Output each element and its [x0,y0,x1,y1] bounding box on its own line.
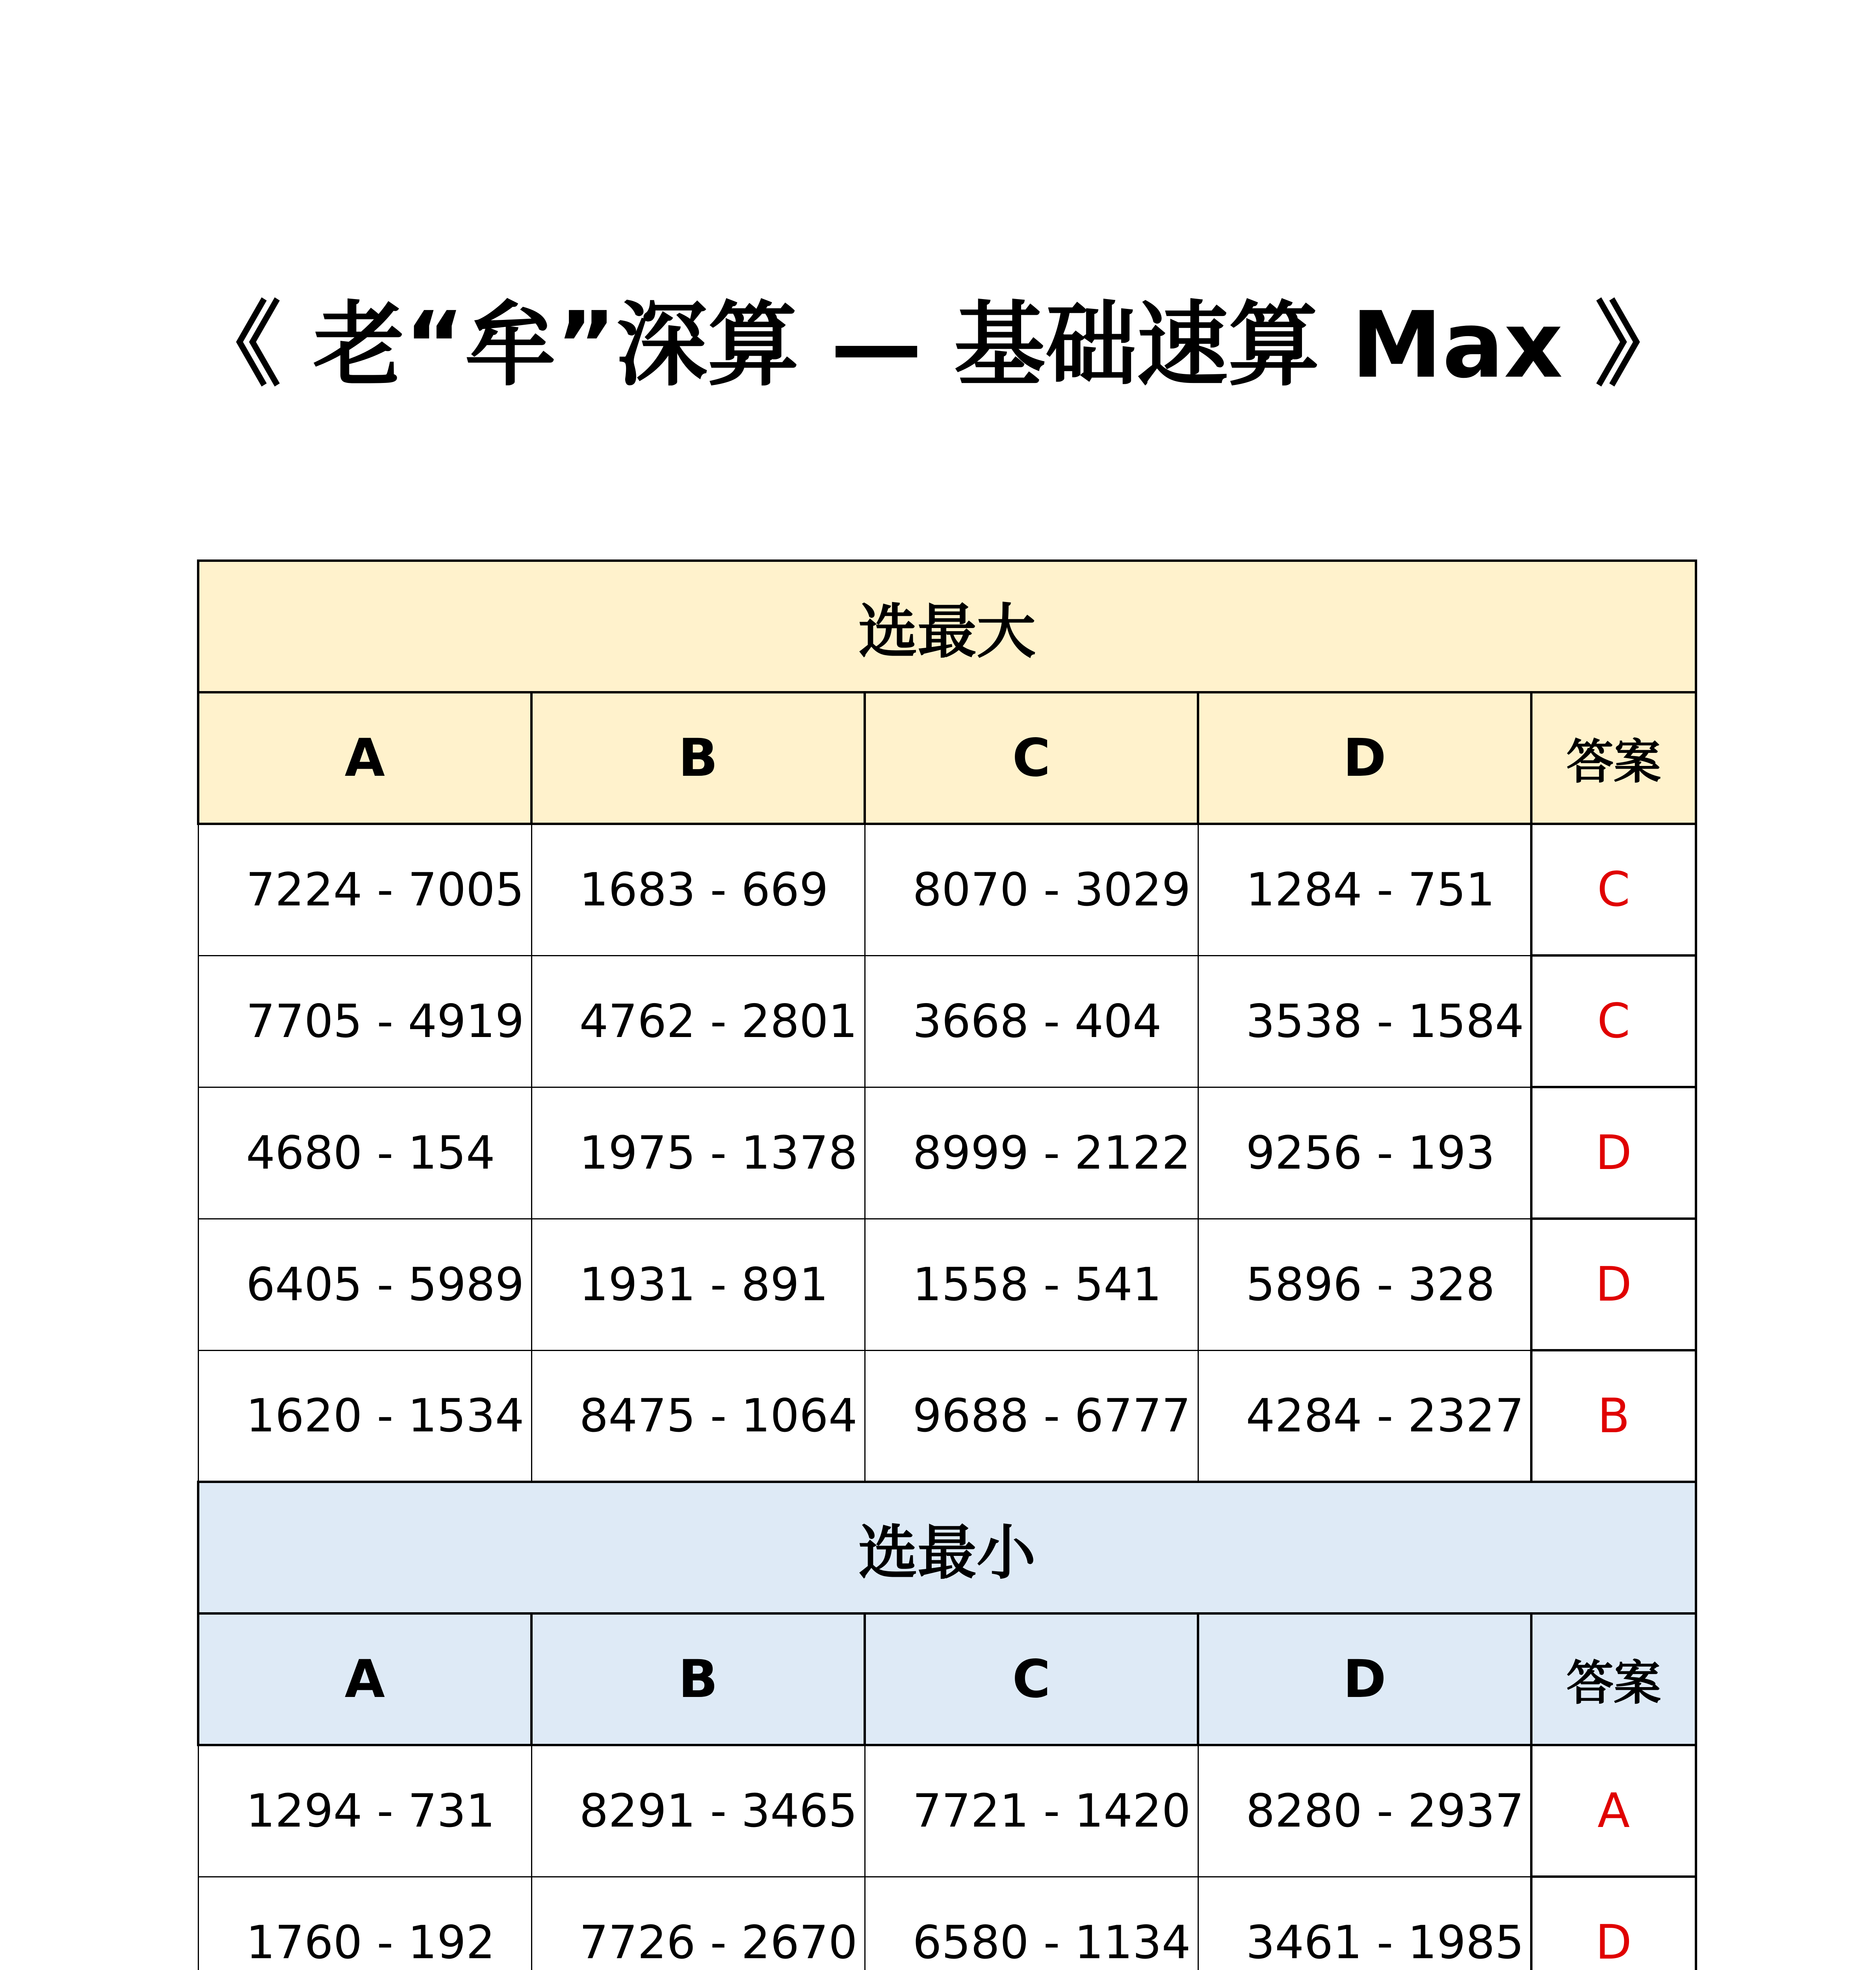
expression-c: 7721 - 1420 [865,1745,1198,1877]
expression-a: 4680 - 154 [198,1087,531,1219]
column-header-answer: 答案 [1531,1613,1696,1745]
answer-cell: D [1531,1219,1696,1350]
answer-cell: C [1531,955,1696,1087]
column-header-answer: 答案 [1531,692,1696,824]
expression-d: 4284 - 2327 [1198,1350,1531,1482]
expression-b: 1931 - 891 [531,1219,865,1350]
column-header-a: A [198,1613,531,1745]
expression-b: 8475 - 1064 [531,1350,865,1482]
expression-b: 1975 - 1378 [531,1087,865,1219]
section-max [198,561,1696,1482]
table-row [198,1350,1696,1482]
column-header-c: C [865,1613,1198,1745]
section-title-max: 选最大 [198,561,1696,692]
quiz-table [197,559,1697,1970]
column-header-row [198,1613,1696,1745]
answer-cell: D [1531,1877,1696,1970]
column-header-a: A [198,692,531,824]
page-title: 《 老“牟”深算 — 基础速算 Max 》 [190,292,1686,398]
expression-c: 8070 - 3029 [865,824,1198,955]
expression-a: 7224 - 7005 [198,824,531,955]
expression-a: 7705 - 4919 [198,955,531,1087]
table-row [198,955,1696,1087]
expression-c: 1558 - 541 [865,1219,1198,1350]
expression-a: 1620 - 1534 [198,1350,531,1482]
expression-d: 5896 - 328 [1198,1219,1531,1350]
expression-c: 9688 - 6777 [865,1350,1198,1482]
column-header-d: D [1198,692,1531,824]
section-title-min: 选最小 [198,1482,1696,1613]
column-header-b: B [531,692,865,824]
column-header-c: C [865,692,1198,824]
expression-c: 3668 - 404 [865,955,1198,1087]
expression-d: 8280 - 2937 [1198,1745,1531,1877]
expression-b: 7726 - 2670 [531,1877,865,1970]
table-row [198,1219,1696,1350]
table-row [198,1745,1696,1877]
answer-cell: A [1531,1745,1696,1877]
expression-d: 3538 - 1584 [1198,955,1531,1087]
answer-cell: C [1531,824,1696,955]
expression-a: 6405 - 5989 [198,1219,531,1350]
column-header-b: B [531,1613,865,1745]
table-row [198,1877,1696,1970]
section-min [198,1482,1696,1970]
table-row [198,824,1696,955]
expression-a: 1294 - 731 [198,1745,531,1877]
expression-d: 9256 - 193 [1198,1087,1531,1219]
expression-a: 1760 - 192 [198,1877,531,1970]
expression-d: 3461 - 1985 [1198,1877,1531,1970]
column-header-d: D [1198,1613,1531,1745]
column-header-row [198,692,1696,824]
expression-b: 4762 - 2801 [531,955,865,1087]
expression-d: 1284 - 751 [1198,824,1531,955]
table-row [198,1087,1696,1219]
answer-cell: D [1531,1087,1696,1219]
expression-b: 1683 - 669 [531,824,865,955]
expression-b: 8291 - 3465 [531,1745,865,1877]
expression-c: 6580 - 1134 [865,1877,1198,1970]
answer-cell: B [1531,1350,1696,1482]
expression-c: 8999 - 2122 [865,1087,1198,1219]
